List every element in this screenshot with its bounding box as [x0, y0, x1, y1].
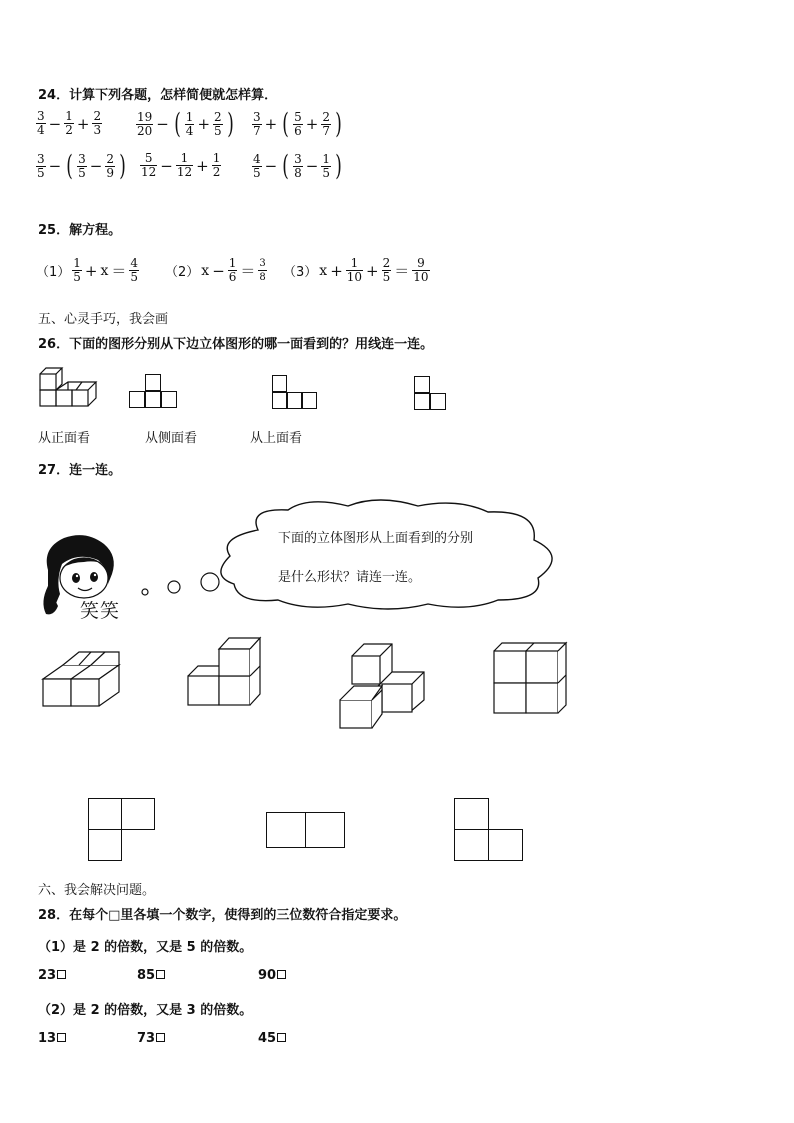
- blank-box[interactable]: [57, 1033, 66, 1042]
- q27-top-view-3: [454, 798, 524, 862]
- blank-box[interactable]: [277, 1033, 286, 1042]
- bubble-text-line-2: 是什么形状？请连一连。: [278, 570, 422, 585]
- q28-item-1-2: 85: [137, 968, 165, 983]
- thought-bubble: [138, 500, 578, 610]
- q28-item-2-3: 45: [258, 1031, 286, 1046]
- q26-view-shape-3: [414, 376, 446, 410]
- q28-part-2: （2）是 2 的倍数，又是 3 的倍数。: [38, 1003, 253, 1018]
- section-6-heading: 六、我会解决问题。: [38, 883, 156, 898]
- q25-equation-1: （1） $\frac{1}{5}$ + x ＝ $\frac{4}{5}$: [36, 256, 139, 284]
- q24-expr-3: $\frac{3}{7}$ + ( $\frac{5}{6}$ + $\frac{2}{7}$ ): [253, 107, 342, 140]
- q26-view-shape-1: [129, 374, 177, 408]
- q26-view-shape-2: [272, 375, 318, 409]
- q26-label-top: 从上面看: [250, 431, 303, 446]
- q27-top-view-2: [266, 812, 346, 848]
- blank-box[interactable]: [57, 970, 66, 979]
- q28-item-1-3: 90: [258, 968, 286, 983]
- q28-item-2-2: 73: [137, 1031, 165, 1046]
- q27-solid-b: [188, 632, 264, 708]
- q27-title: 27．连一连。: [38, 463, 122, 478]
- q24-expr-6: $\frac{4}{5}$ − ( $\frac{3}{8}$ − $\frac{1}{5}$ ): [253, 149, 342, 182]
- blank-box[interactable]: [156, 1033, 165, 1042]
- bubble-text-line-1: 下面的立体图形从上面看到的分别: [278, 531, 474, 546]
- q26-cube-solid: [40, 368, 100, 410]
- q27-solid-d: [492, 643, 572, 715]
- q27-solid-c: [338, 644, 430, 730]
- blank-box[interactable]: [277, 970, 286, 979]
- q28-item-1-1: 23: [38, 968, 66, 983]
- q24-expr-5: $\frac{5}{12}$ − $\frac{1}{12}$ + $\frac{1}{2}$: [141, 151, 221, 179]
- q28-part-1: （1）是 2 的倍数，又是 5 的倍数。: [38, 940, 253, 955]
- q26-label-side: 从侧面看: [145, 431, 198, 446]
- q25-equation-2: （2） x − $\frac{1}{6}$ ＝ $\frac{3}{8}$: [165, 256, 266, 284]
- q25-equation-3: （3） x + $\frac{1}{10}$ + $\frac{2}{5}$ ＝ $\frac{9}{10}$: [283, 256, 429, 284]
- q28-item-2-1: 13: [38, 1031, 66, 1046]
- girl-caption: 笑笑: [80, 600, 121, 622]
- q27-top-view-1: [88, 798, 156, 862]
- q25-title: 25．解方程。: [38, 223, 122, 238]
- q26-title: 26．下面的图形分别从下边立体图形的哪一面看到的？用线连一连。: [38, 337, 434, 352]
- q24-expr-4: $\frac{3}{5}$ − ( $\frac{3}{5}$ − $\frac{2}{9}$ ): [37, 149, 126, 182]
- q27-solid-a: [43, 652, 123, 708]
- q24-expr-1: $\frac{3}{4}$ − $\frac{1}{2}$ + $\frac{2}{3}$: [37, 109, 102, 137]
- q24-title: 24．计算下列各题，怎样简便就怎样算．: [38, 88, 278, 103]
- section-5-heading: 五、心灵手巧，我会画: [38, 312, 169, 327]
- q26-label-front: 从正面看: [38, 431, 91, 446]
- q28-title: 28．在每个□里各填一个数字，使得到的三位数符合指定要求。: [38, 908, 407, 923]
- q24-expr-2: $\frac{19}{20}$ − ( $\frac{1}{4}$ + $\frac{2}{5}$ ): [137, 107, 234, 140]
- blank-box[interactable]: [156, 970, 165, 979]
